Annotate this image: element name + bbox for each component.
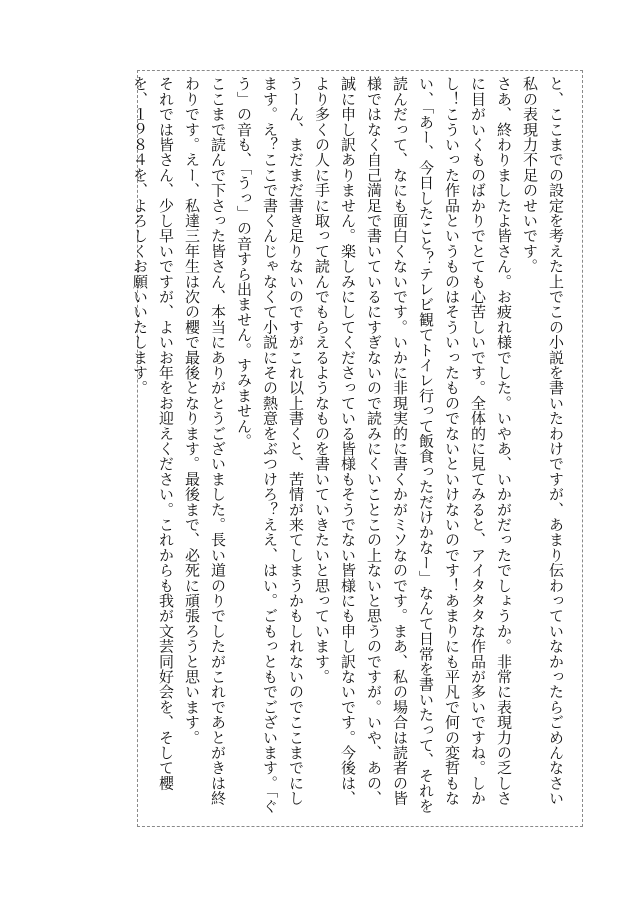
paragraph-2: さあ、終わりましたよ皆さん。お疲れ様でした。いやあ、いかがだったでしょうか。非常に表現力の乏しさに目がいくものばかりでとても心苦しいです。全体的に見てみると、アイタタタな作品が多いですね。しかし！こういった作品というものはそういったものでないといけないのです！あまりにも平凡で何の変哲もない、「あー、今日したこと？テレビ観てトイレ行って飯食っただけかなー」なんて日常を書いたって、それを読んだって、なにも面白くないです。いかに非現実的に書くかがミソなのです。まあ、私の場合は読者の皆様ではなく自己満足で書いているにすぎないので読みにくいことこの上ないと思うのですが。いや、あの、誠に申し訳ありません。楽しみにしてくださっている皆様もそうでない皆様にも申し訳ないです。今後は、より多くの人に手に取って読んでもらえるようなものを書いていきたいと思っています。 <box>313 76 513 814</box>
paragraph-1: と、ここまでの設定を考えた上でこの小説を書いたわけですが、あまり伝わっていなかったらごめんなさい私の表現力不足のせいです。 <box>521 76 565 806</box>
paragraph-4: ここまで読んで下さった皆さん、本当にありがとうございました。長い道のりでしたがこれであとがきは終わりです。えー、私達三年生は次の櫻で最後となります。最後まで、必死に頑張ろうと思います。 <box>183 76 227 806</box>
paragraph-5: それでは皆さん、少し早いですが、よいお年をお迎えください。これからも我が文芸同好会を、そして櫻を、１９８４を、よろしくお願いいたします。 <box>131 76 175 791</box>
paragraph-3: うーん、まだまだ書き足りないのですがこれ以上書くと、苦情が来てしまうかもしれないのでここまでにします。え？ここで書くんじゃなくて小説にその熱意をぶつけろ？ええ、はい。ごもっともでございます。「ぐう」の音も、「うっ」の音すら出ません。すみません。 <box>235 76 305 814</box>
afterword-text <box>127 76 569 816</box>
